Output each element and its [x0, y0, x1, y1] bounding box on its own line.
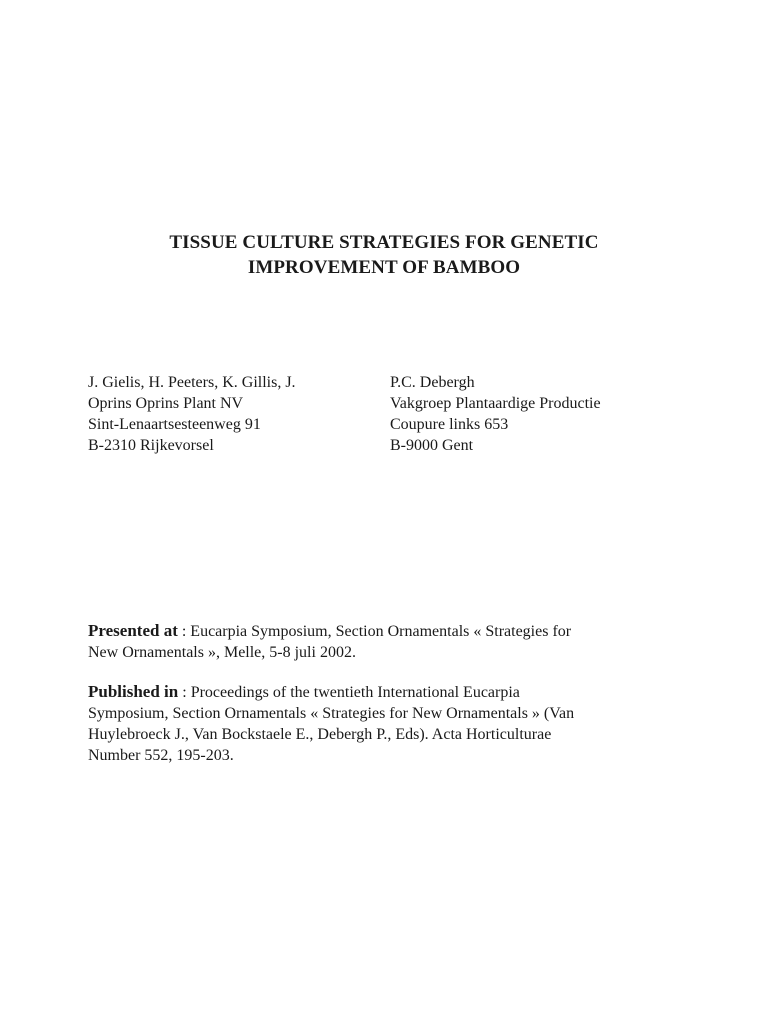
- presented-at-paragraph: [88, 620, 688, 663]
- title-line-1: TISSUE CULTURE STRATEGIES FOR GENETIC: [169, 232, 599, 253]
- title-line-2: IMPROVEMENT OF BAMBOO: [247, 257, 521, 278]
- published-in-text-3: Huylebroeck J., Van Bockstaele E., Debergh P., Eds). Acta Horticulturae: [88, 726, 552, 743]
- author-names: P.C. Debergh: [390, 374, 475, 391]
- published-in-paragraph: [88, 681, 688, 766]
- authors-affiliation-left: [88, 372, 296, 456]
- published-in-text-1: : Proceedings of the twentieth International Eucarpia: [178, 684, 520, 701]
- organization-name: Vakgroep Plantaardige Productie: [390, 395, 601, 412]
- presented-at-text-2: New Ornamentals », Melle, 5-8 juli 2002.: [88, 644, 356, 661]
- street-address: Coupure links 653: [390, 416, 509, 433]
- presented-at-text-1: : Eucarpia Symposium, Section Ornamentals « Strategies for: [177, 623, 572, 640]
- postal-city: B-2310 Rijkevorsel: [88, 437, 214, 454]
- street-address: Sint-Lenaartsesteenweg 91: [88, 416, 261, 433]
- published-in-text-2: Symposium, Section Ornamentals « Strategies for New Ornamentals » (Van: [88, 705, 575, 722]
- published-in-label: Published in: [88, 682, 179, 701]
- postal-city: B-9000 Gent: [390, 437, 474, 454]
- published-in-text-4: Number 552, 195-203.: [88, 747, 234, 764]
- authors-affiliation-right: [390, 372, 601, 456]
- organization-name: Oprins Oprins Plant NV: [88, 395, 244, 412]
- author-names: J. Gielis, H. Peeters, K. Gillis, J.: [88, 374, 296, 391]
- presented-at-label: Presented at: [88, 621, 178, 640]
- document-title: [0, 230, 768, 280]
